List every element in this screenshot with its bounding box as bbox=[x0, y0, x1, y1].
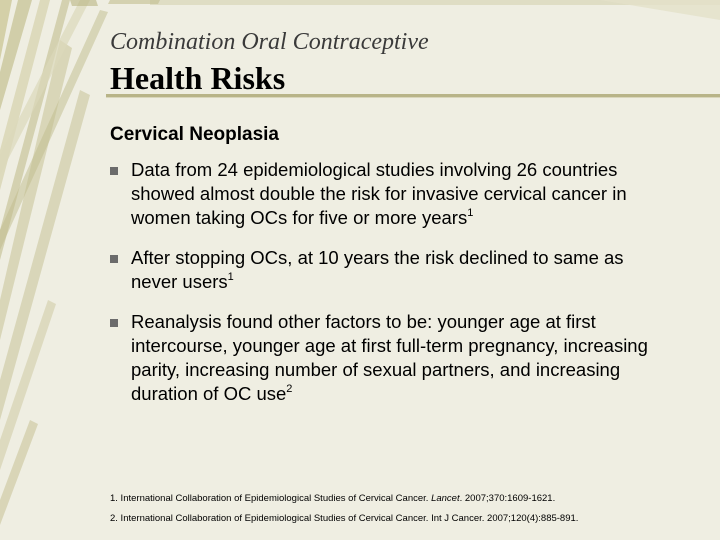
slide-subtitle: Combination Oral Contraceptive bbox=[110, 29, 429, 55]
square-bullet-icon bbox=[110, 319, 118, 327]
reference-item: 2. International Collaboration of Epidemiological Studies of Cervical Cancer. Int J Cancer. 2007;120(4):885-891. bbox=[110, 513, 579, 524]
slide-title: Health Risks bbox=[110, 60, 286, 96]
bullet-item bbox=[110, 158, 650, 230]
bullet-item bbox=[110, 310, 650, 406]
bullet-item bbox=[110, 246, 650, 294]
bullet-text: After stopping OCs, at 10 years the risk declined to same as never users bbox=[131, 247, 624, 292]
slide-header bbox=[110, 28, 429, 96]
square-bullet-icon bbox=[110, 167, 118, 175]
footnote-ref: 1 bbox=[227, 270, 234, 283]
references bbox=[110, 489, 578, 529]
footnote-ref: 1 bbox=[467, 206, 474, 219]
journal-name: Lancet bbox=[431, 493, 460, 504]
section-heading: Cervical Neoplasia bbox=[110, 124, 279, 145]
bullet-text: Reanalysis found other factors to be: younger age at first intercourse, younger age at first full-term pregnancy, increasing parity, increasing number of sexual partners, and increasing duration of OC use bbox=[131, 311, 648, 404]
bullet-list bbox=[110, 158, 650, 422]
footnote-ref: 2 bbox=[286, 382, 293, 395]
square-bullet-icon bbox=[110, 255, 118, 263]
reference-item: 1. International Collaboration of Epidemiological Studies of Cervical Cancer. Lancet. 2007;370:1609-1621. bbox=[110, 493, 556, 504]
bullet-text: Data from 24 epidemiological studies involving 26 countries showed almost double the risk for invasive cervical cancer in women taking OCs for five or more years bbox=[131, 159, 627, 228]
